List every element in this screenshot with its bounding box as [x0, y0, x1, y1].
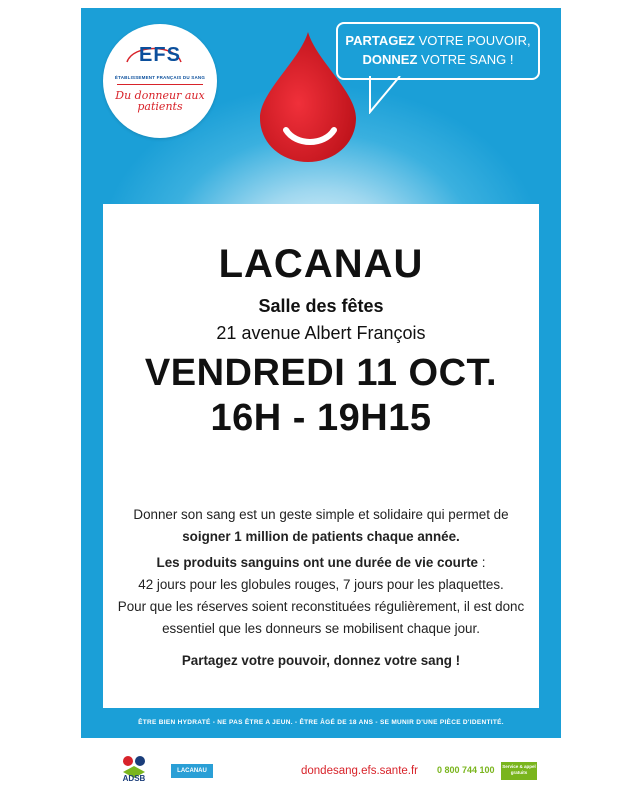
- event-date: VENDREDI 11 OCT.: [144, 352, 498, 394]
- website-link[interactable]: dondesang.efs.sante.fr: [301, 765, 418, 777]
- slogan-text: [338, 31, 538, 69]
- donor-advice: ÊTRE BIEN HYDRATÉ - NE PAS ÊTRE A JEUN. - ÊTRE ÂGÉ DE 18 ANS - SE MUNIR D'UNE PIÈCE D'IDENTITÉ.: [138, 719, 504, 726]
- event-city: LACANAU: [218, 242, 424, 286]
- intro-line: Donner son sang est un geste simple et solidaire qui permet de: [133, 507, 509, 522]
- lifespan-reserves: Pour que les réserves soient reconstituées régulièrement, il est donc essentiel que les donneurs se mobilisent chaque jour.: [117, 599, 525, 636]
- paragraph-intro: [113, 504, 529, 548]
- adsb-label: ADSB: [122, 774, 146, 783]
- intro-highlight: soigner 1 million de patients chaque année.: [182, 529, 460, 544]
- event-time: 16H - 19H15: [210, 397, 432, 439]
- adsb-logo-icon: [119, 752, 149, 790]
- slogan-line1-bold: PARTAGEZ: [345, 33, 415, 48]
- slogan-line2-bold: DONNEZ: [362, 52, 418, 67]
- event-card: [103, 204, 539, 708]
- slogan-bubble: [336, 22, 540, 80]
- event-venue: Salle des fêtes: [258, 296, 384, 316]
- efs-full-name: ÉTABLISSEMENT FRANÇAIS DU SANG: [114, 75, 206, 80]
- lifespan-heading: Les produits sanguins ont une durée de vie courte: [156, 555, 478, 570]
- lifespan-detail: 42 jours pour les globules rouges, 7 jours pour les plaquettes.: [138, 577, 504, 592]
- paragraph-lifespan: [113, 552, 529, 640]
- poster: [81, 8, 561, 800]
- partner-band: [81, 738, 561, 800]
- efs-logo: [103, 24, 217, 138]
- closing-slogan: Partagez votre pouvoir, donnez votre sang !: [181, 653, 461, 668]
- phone-number[interactable]: 0 800 744 100: [437, 765, 495, 775]
- event-address: 21 avenue Albert François: [216, 323, 426, 343]
- slogan-line1: VOTRE POUVOIR,: [415, 33, 531, 48]
- lacanau-logo: [171, 764, 213, 778]
- efs-acronym: EFS: [139, 44, 181, 66]
- efs-motto: Du donneur aux patients: [115, 89, 205, 113]
- slogan-line2: VOTRE SANG !: [417, 52, 514, 67]
- bubble-tail: [368, 76, 402, 114]
- free-service-badge: Service & appel gratuits: [501, 762, 537, 780]
- efs-divider: [117, 84, 203, 85]
- lacanau-logo-text: LACANAU: [177, 768, 207, 774]
- lifespan-colon: :: [477, 555, 486, 570]
